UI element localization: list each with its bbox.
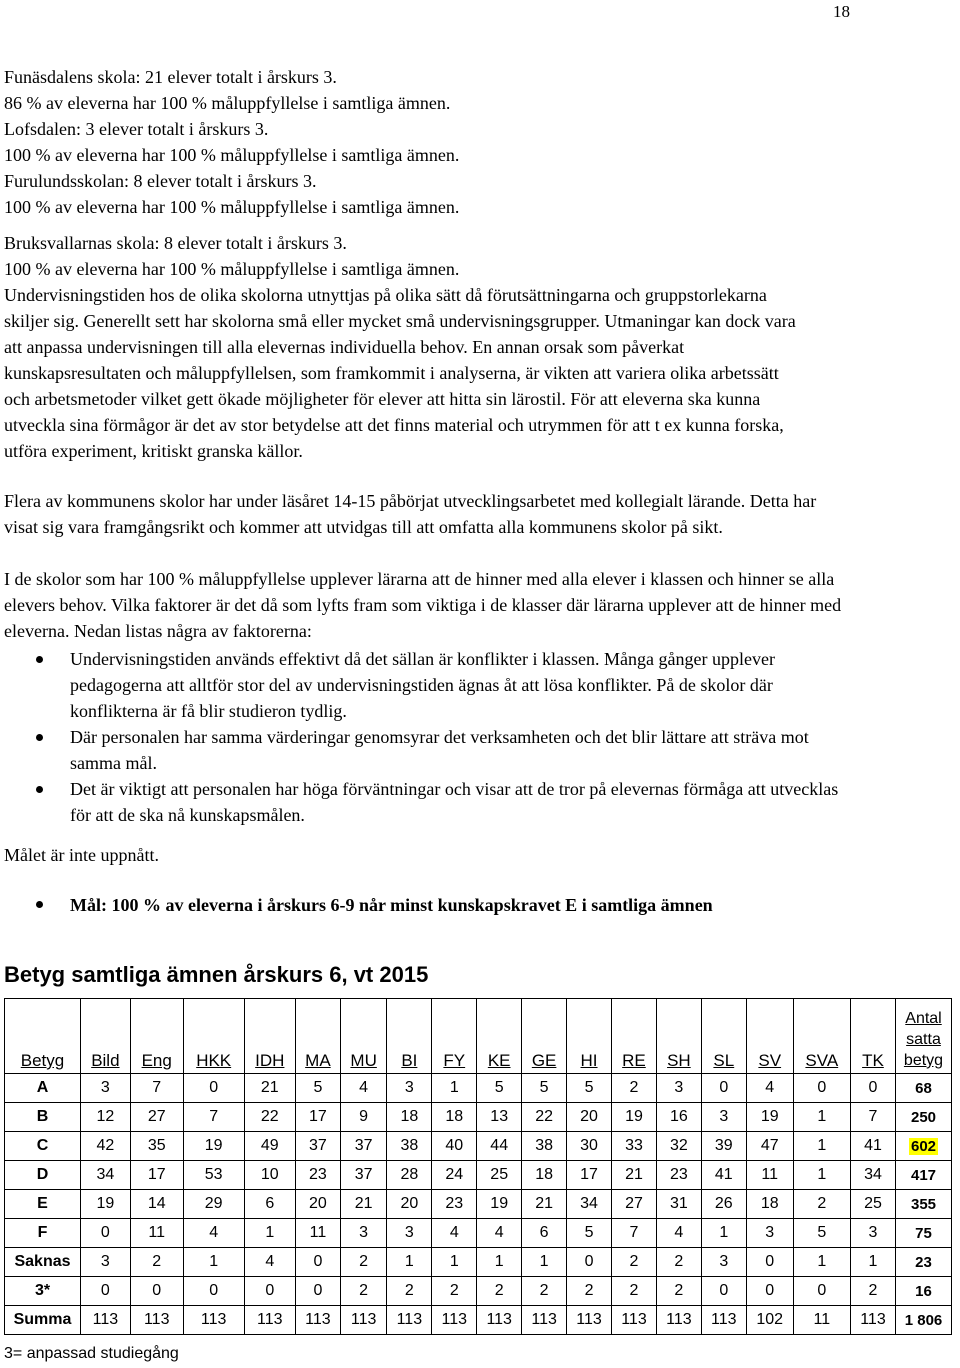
table-cell: 2 (567, 1277, 612, 1306)
column-header-grade: Betyg (5, 999, 81, 1074)
list-item-text: Det är viktigt att personalen har höga förväntningar och visar att de tror på elevernas förmåga att utvecklas för att de ska nå kunskapsmålen. (70, 779, 839, 825)
table-cell: 25 (850, 1190, 895, 1219)
table-cell: 21 (244, 1074, 295, 1103)
table-cell: 4 (340, 1074, 387, 1103)
table-cell: 6 (244, 1190, 295, 1219)
table-cell: 2 (340, 1277, 387, 1306)
table-cell: 0 (793, 1074, 850, 1103)
table-cell: 4 (244, 1248, 295, 1277)
table-cell: 27 (130, 1103, 183, 1132)
table-cell: 2 (477, 1277, 522, 1306)
table-cell: 7 (183, 1103, 244, 1132)
table-cell: 17 (567, 1161, 612, 1190)
factor-list (0, 646, 880, 828)
table-cell: 11 (130, 1219, 183, 1248)
table-cell: 5 (295, 1074, 340, 1103)
table-cell: 113 (432, 1306, 477, 1335)
table-cell: 113 (477, 1306, 522, 1335)
table-cell: 37 (340, 1161, 387, 1190)
table-cell: 3 (746, 1219, 793, 1248)
conclusion-text: Målet är inte uppnått. (4, 845, 159, 865)
list-item (0, 646, 855, 724)
table-cell: 9 (340, 1103, 387, 1132)
bullet-icon (36, 734, 43, 741)
column-header: HI (567, 999, 612, 1074)
table-cell: 14 (130, 1190, 183, 1219)
intro-line: Lofsdalen: 3 elever totalt i årskurs 3. (4, 119, 269, 139)
table-cell: 0 (183, 1074, 244, 1103)
column-header: GE (522, 999, 567, 1074)
table-cell: 49 (244, 1132, 295, 1161)
table-cell: 3 (850, 1219, 895, 1248)
table-cell: 4 (477, 1219, 522, 1248)
row-total-value: 23 (915, 1253, 932, 1271)
table-cell: 5 (522, 1074, 567, 1103)
table-cell: 41 (850, 1132, 895, 1161)
row-total-value: 16 (915, 1282, 932, 1300)
table-cell: 11 (746, 1161, 793, 1190)
table-cell: 1 (701, 1219, 746, 1248)
table-cell: 0 (81, 1219, 131, 1248)
table-cell: 4 (656, 1219, 701, 1248)
table-cell: 113 (81, 1306, 131, 1335)
table-cell: 17 (130, 1161, 183, 1190)
intro-line: Funäsdalens skola: 21 elever totalt i årskurs 3. (4, 67, 337, 87)
table-cell: 3 (656, 1074, 701, 1103)
table-cell: 5 (567, 1219, 612, 1248)
table-cell: 21 (612, 1161, 657, 1190)
row-total-value: 75 (915, 1224, 932, 1242)
column-header: SH (656, 999, 701, 1074)
row-total-value: 355 (910, 1195, 937, 1213)
table-cell: 33 (612, 1132, 657, 1161)
column-header: MA (295, 999, 340, 1074)
column-header: HKK (183, 999, 244, 1074)
table-cell: 113 (701, 1306, 746, 1335)
table-cell: 0 (746, 1277, 793, 1306)
table-cell: 16 (656, 1103, 701, 1132)
table-cell: 1 (387, 1248, 432, 1277)
table-cell: 20 (295, 1190, 340, 1219)
row-total-value: 417 (910, 1166, 937, 1184)
table-cell: 10 (244, 1161, 295, 1190)
table-cell: 34 (81, 1161, 131, 1190)
table-cell: 0 (130, 1277, 183, 1306)
table-cell: 0 (701, 1074, 746, 1103)
table-cell: 39 (701, 1132, 746, 1161)
table-cell: 19 (183, 1132, 244, 1161)
table-cell: 7 (850, 1103, 895, 1132)
table-row (5, 1219, 952, 1248)
row-label: B (5, 1103, 81, 1132)
table-cell: 113 (522, 1306, 567, 1335)
table-cell: 113 (295, 1306, 340, 1335)
table-cell: 18 (387, 1103, 432, 1132)
table-cell: 1 (522, 1248, 567, 1277)
table-cell: 47 (746, 1132, 793, 1161)
table-cell: 2 (656, 1277, 701, 1306)
table-cell: 11 (295, 1219, 340, 1248)
row-label: F (5, 1219, 81, 1248)
table-cell: 35 (130, 1132, 183, 1161)
column-header: MU (340, 999, 387, 1074)
table-cell: 29 (183, 1190, 244, 1219)
table-cell: 7 (612, 1219, 657, 1248)
table-cell: 1 (793, 1103, 850, 1132)
table-cell: 23 (432, 1190, 477, 1219)
row-label: 3* (5, 1277, 81, 1306)
table-cell: 2 (612, 1074, 657, 1103)
table-cell: 31 (656, 1190, 701, 1219)
table-cell: 2 (432, 1277, 477, 1306)
table-cell: 0 (793, 1277, 850, 1306)
table-cell: 38 (522, 1132, 567, 1161)
row-total-cell (896, 1161, 952, 1190)
row-total-cell (896, 1132, 952, 1161)
row-label: Summa (5, 1306, 81, 1335)
intro-line: 100 % av eleverna har 100 % måluppfyllelse i samtliga ämnen. (4, 259, 460, 279)
table-cell: 37 (340, 1132, 387, 1161)
table-cell: 2 (793, 1190, 850, 1219)
table-cell: 2 (656, 1248, 701, 1277)
table-cell: 22 (522, 1103, 567, 1132)
table-cell: 20 (387, 1190, 432, 1219)
table-cell: 4 (746, 1074, 793, 1103)
table-cell: 27 (612, 1190, 657, 1219)
paragraph-collegial-learning: Flera av kommunens skolor har under läsåret 14-15 påbörjat utvecklingsarbetet med kollegialt lärande. Detta har visat sig vara framgångsrikt och kommer att utvidgas till att omfatta alla kommunens skolor på sikt. (4, 491, 817, 537)
table-cell: 53 (183, 1161, 244, 1190)
column-header: BI (387, 999, 432, 1074)
table-cell: 37 (295, 1132, 340, 1161)
table-cell: 2 (387, 1277, 432, 1306)
grades-table (4, 998, 952, 1335)
intro-line: Bruksvallarnas skola: 8 elever totalt i årskurs 3. (4, 233, 347, 253)
table-cell: 5 (567, 1074, 612, 1103)
table-cell: 1 (432, 1074, 477, 1103)
table-row (5, 1103, 952, 1132)
table-cell: 20 (567, 1103, 612, 1132)
table-cell: 30 (567, 1132, 612, 1161)
table-cell: 4 (432, 1219, 477, 1248)
table-cell: 113 (567, 1306, 612, 1335)
table-cell: 113 (340, 1306, 387, 1335)
list-item-text: Där personalen har samma värderingar genomsyrar det verksamheten och det blir lättare att sträva mot samma mål. (70, 727, 809, 773)
table-cell: 2 (850, 1277, 895, 1306)
column-header: Eng (130, 999, 183, 1074)
table-cell: 0 (295, 1248, 340, 1277)
list-item-text: Undervisningstiden används effektivt då det sällan är konflikter i klassen. Många gånger upplever pedagogerna att alltför stor del av undervisningstiden ägnas åt att lösa konflikter. På de skolor där konflikterna är få blir studieron tydlig. (70, 649, 775, 721)
table-cell: 113 (130, 1306, 183, 1335)
table-cell: 2 (340, 1248, 387, 1277)
table-cell: 44 (477, 1132, 522, 1161)
table-cell: 2 (612, 1248, 657, 1277)
table-cell: 5 (793, 1219, 850, 1248)
bullet-icon (36, 786, 43, 793)
column-header: TK (850, 999, 895, 1074)
table-title: Betyg samtliga ämnen årskurs 6, vt 2015 (4, 962, 429, 987)
footnote: 3= anpassad studiegång (4, 1345, 179, 1362)
table-row (5, 1248, 952, 1277)
table-cell: 19 (81, 1190, 131, 1219)
table-cell: 13 (477, 1103, 522, 1132)
table-row (5, 1277, 952, 1306)
table-cell: 0 (295, 1277, 340, 1306)
table-cell: 40 (432, 1132, 477, 1161)
table-cell: 2 (130, 1248, 183, 1277)
table-cell: 3 (701, 1103, 746, 1132)
paragraph-teaching-time: Undervisningstiden hos de olika skolorna utnyttjas på olika sätt då förutsättningarna och gruppstorlekarna skiljer sig. Generellt sett har skolorna små eller mycket små undervisningsgrupper. Utmaningar kan dock vara att anpassa undervisningen till alla elevernas individuella behov. En annan orsak som påverkat kunskapsresultaten och måluppfyllelsen, som framkommit i analyserna, är vikten att variera olika arbetssätt och arbetsmetoder vilket gett ökade möjligheter för elever att hitta sin lärostil. För att eleverna ska kunna utveckla sina förmågor är det av stor betydelse att det finns material och utrymmen för att t ex kunna forska, utföra experiment, kritiskt granska källor. (4, 285, 796, 461)
bullet-icon (36, 656, 43, 663)
column-header: SV (746, 999, 793, 1074)
intro-line: 86 % av eleverna har 100 % måluppfyllelse i samtliga ämnen. (4, 93, 451, 113)
paragraph-factors-intro: I de skolor som har 100 % måluppfyllelse upplever lärarna att de hinner med alla elever i klassen och hinner se alla elevers behov. Vilka faktorer är det då som lyfts fram som viktiga i de klasser där lärarna upplever att de hinner med eleverna. Nedan listas några av faktorerna: (4, 569, 842, 641)
table-cell: 28 (387, 1161, 432, 1190)
table-cell: 102 (746, 1306, 793, 1335)
table-cell: 1 (793, 1161, 850, 1190)
table-cell: 0 (567, 1248, 612, 1277)
table-cell: 41 (701, 1161, 746, 1190)
row-total-cell (896, 1190, 952, 1219)
table-cell: 3 (81, 1248, 131, 1277)
table-cell: 2 (612, 1277, 657, 1306)
table-cell: 1 (432, 1248, 477, 1277)
row-total-value: 602 (910, 1137, 937, 1155)
table-cell: 0 (183, 1277, 244, 1306)
table-cell: 113 (850, 1306, 895, 1335)
table-cell: 3 (387, 1074, 432, 1103)
table-cell: 19 (477, 1190, 522, 1219)
row-total-cell (896, 1277, 952, 1306)
table-cell: 34 (850, 1161, 895, 1190)
row-label: A (5, 1074, 81, 1103)
table-cell: 1 (793, 1132, 850, 1161)
column-header-total: Antal satta betyg (896, 999, 952, 1074)
table-cell: 0 (244, 1277, 295, 1306)
goal-text: Mål: 100 % av eleverna i årskurs 6-9 når minst kunskapskravet E i samtliga ämnen (70, 895, 713, 915)
table-cell: 3 (81, 1074, 131, 1103)
table-cell: 113 (387, 1306, 432, 1335)
table-row (5, 1132, 952, 1161)
table-cell: 26 (701, 1190, 746, 1219)
table-cell: 42 (81, 1132, 131, 1161)
row-total-value: 68 (915, 1079, 932, 1097)
table-cell: 3 (340, 1219, 387, 1248)
row-total-cell (896, 1248, 952, 1277)
row-total-cell (896, 1074, 952, 1103)
column-header: Bild (81, 999, 131, 1074)
table-cell: 0 (850, 1074, 895, 1103)
table-row (5, 1190, 952, 1219)
table-cell: 11 (793, 1306, 850, 1335)
table-cell: 0 (701, 1277, 746, 1306)
table-cell: 2 (522, 1277, 567, 1306)
column-header: SVA (793, 999, 850, 1074)
table-cell: 21 (340, 1190, 387, 1219)
column-header: RE (612, 999, 657, 1074)
bullet-icon (36, 901, 43, 908)
table-cell: 17 (295, 1103, 340, 1132)
table-cell: 21 (522, 1190, 567, 1219)
table-cell: 34 (567, 1190, 612, 1219)
row-total-value: 1 806 (904, 1311, 943, 1329)
page-number: 18 (833, 2, 850, 21)
column-header: FY (432, 999, 477, 1074)
row-total-cell (896, 1219, 952, 1248)
table-row (5, 1306, 952, 1335)
column-header: SL (701, 999, 746, 1074)
table-cell: 0 (81, 1277, 131, 1306)
row-label: Saknas (5, 1248, 81, 1277)
table-cell: 19 (746, 1103, 793, 1132)
table-cell: 6 (522, 1219, 567, 1248)
table-cell: 23 (656, 1161, 701, 1190)
table-cell: 1 (244, 1219, 295, 1248)
table-cell: 1 (183, 1248, 244, 1277)
table-header-row (5, 999, 952, 1074)
row-label: E (5, 1190, 81, 1219)
table-cell: 113 (183, 1306, 244, 1335)
intro-line: 100 % av eleverna har 100 % måluppfyllelse i samtliga ämnen. (4, 145, 460, 165)
row-label: D (5, 1161, 81, 1190)
table-cell: 113 (656, 1306, 701, 1335)
table-row (5, 1161, 952, 1190)
table-cell: 18 (432, 1103, 477, 1132)
table-cell: 0 (746, 1248, 793, 1277)
table-cell: 1 (850, 1248, 895, 1277)
intro-line: Furulundsskolan: 8 elever totalt i årskurs 3. (4, 171, 317, 191)
row-total-cell (896, 1306, 952, 1335)
table-cell: 1 (793, 1248, 850, 1277)
intro-line: 100 % av eleverna har 100 % måluppfyllelse i samtliga ämnen. (4, 197, 460, 217)
table-cell: 4 (183, 1219, 244, 1248)
list-item (0, 724, 855, 776)
table-cell: 18 (746, 1190, 793, 1219)
table-cell: 22 (244, 1103, 295, 1132)
table-cell: 113 (244, 1306, 295, 1335)
column-header: KE (477, 999, 522, 1074)
column-header: IDH (244, 999, 295, 1074)
table-row (5, 1074, 952, 1103)
table-cell: 38 (387, 1132, 432, 1161)
table-cell: 24 (432, 1161, 477, 1190)
table-cell: 19 (612, 1103, 657, 1132)
table-cell: 1 (477, 1248, 522, 1277)
table-cell: 23 (295, 1161, 340, 1190)
table-cell: 7 (130, 1074, 183, 1103)
table-cell: 113 (612, 1306, 657, 1335)
table-cell: 12 (81, 1103, 131, 1132)
table-cell: 3 (701, 1248, 746, 1277)
table-cell: 25 (477, 1161, 522, 1190)
row-total-value: 250 (910, 1108, 937, 1126)
row-label: C (5, 1132, 81, 1161)
list-item (0, 776, 855, 828)
table-cell: 5 (477, 1074, 522, 1103)
row-total-cell (896, 1103, 952, 1132)
table-cell: 3 (387, 1219, 432, 1248)
table-cell: 18 (522, 1161, 567, 1190)
table-cell: 32 (656, 1132, 701, 1161)
